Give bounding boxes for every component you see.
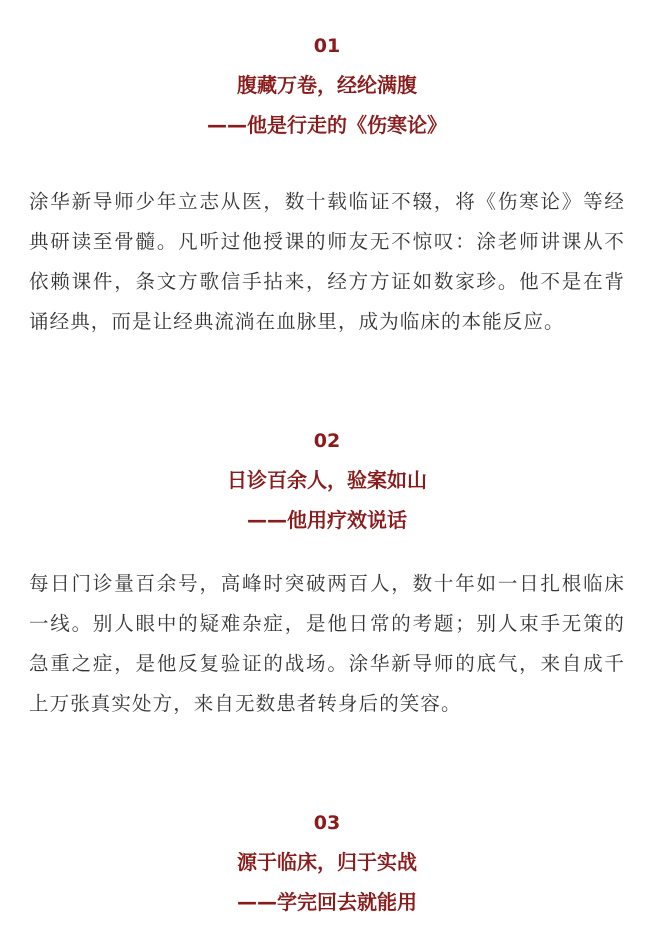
section-title: 腹藏万卷，经纶满腹: [237, 73, 417, 97]
section-title: 日诊百余人，验案如山: [227, 468, 427, 492]
section-subtitle: ——他是行走的《伤寒论》: [207, 113, 447, 137]
section-subtitle: ——他用疗效说话: [247, 508, 407, 532]
section-number: 02: [313, 430, 341, 452]
section-body: 涂华新导师少年立志从医，数十载临证不辍，将《伤寒论》等经典研读至骨髓。凡听过他授课的师友无不惊叹：涂老师讲课从不依赖课件，条文方歌信手拈来，经方方证如数家珍。他不是在背诵经典，而是让经典流淌在血脉里，成为临床的本能反应。: [29, 190, 625, 333]
section-subtitle: ——学完回去就能用: [237, 890, 417, 914]
section-title: 源于临床，归于实战: [237, 850, 417, 874]
section-body: 每日门诊量百余号，高峰时突破两百人，数十年如一日扎根临床一线。别人眼中的疑难杂症，是他日常的考题；别人束手无策的急重之症，是他反复验证的战场。涂华新导师的底气，来自成千上万张真实处方，来自无数患者转身后的笑容。: [29, 572, 625, 715]
section-03-heading: [0, 811, 654, 915]
section-number: 01: [313, 35, 341, 57]
section-number: 03: [313, 812, 341, 834]
section-02-heading: [0, 429, 654, 533]
section-01-heading: [0, 34, 654, 138]
